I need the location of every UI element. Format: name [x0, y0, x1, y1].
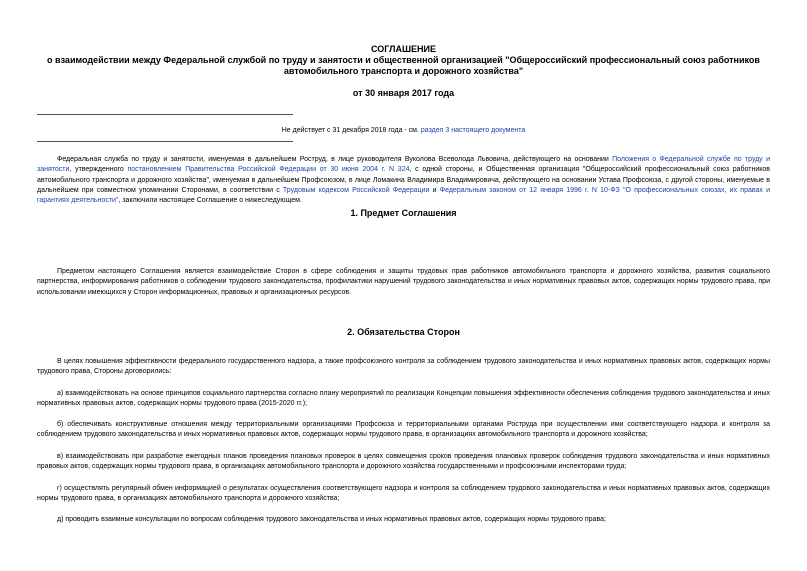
list-item-g: г) осуществлять регулярный обмен информацией о результатах осуществления соответствующего надзора и контроля за соблюдением трудового законодательства и иных нормативных правовых актов, содержащих нормы трудового права, в организациях автомобильного транспорта и дорожного хозяйства; [37, 485, 770, 503]
document-title-block [0, 44, 807, 99]
list-item-b: б) обеспечивать конструктивные отношения между территориальными организациями Профсоюза и территориальными органами Роструда при осуществлении ими соответствующего надзора и контроля за соблюдением трудового законодательства и иных нормативных правовых актов, содержащих нормы трудового права, в организациях автомобильного транспорта и дорожного хозяйства; [37, 421, 770, 439]
section-1-paragraph: Предметом настоящего Соглашения является взаимодействие Сторон в сфере соблюдения и защиты трудовых прав работников автомобильного транспорта и дорожного хозяйства, развития социального партнерства, информирования работников о соблюдении трудового законодательства, профилактики нарушений трудового законодательства и иных нормативных правовых актов, содержащих нормы трудового права, при использовании имеющихся у Сторон информационных, правовых и организационных ресурсов. [37, 268, 770, 296]
list-item-v: в) взаимодействовать при разработке ежегодных планов проведения плановых проверок в целях совмещения сроков проведения плановых проверок соблюдения трудового законодательства и иных нормативных правовых актов, содержащих нормы трудового права, в организациях автомобильного транспорта и дорожного хозяйства государственными и профсоюзными инспекторами труда; [37, 453, 770, 471]
list-item-d: д) проводить взаимные консультации по вопросам соблюдения трудового законодательства и иных нормативных правовых актов, содержащих нормы трудового права; [57, 516, 606, 523]
list-item-a: а) взаимодействовать на основе принципов социального партнерства согласно плану мероприятий по реализации Концепции повышения эффективности обеспечения соблюдения трудового законодательства и иных нормативных правовых актов, содержащих нормы трудового права (2015-2020 гг.); [37, 390, 770, 408]
status-text: Не действует с 31 декабря 2018 года - см. [281, 127, 421, 134]
divider-line [37, 114, 293, 115]
intro-text: , утвержденного [69, 166, 128, 174]
section-1-heading: 1. Предмет Соглашения [350, 208, 457, 218]
section-2-heading: 2. Обязательства Сторон [347, 327, 460, 337]
link-labor-code[interactable]: Трудовым кодексом Российской Федерации [282, 186, 430, 194]
link-rostrud-regulation[interactable]: Положения о Федеральной службе по труду и занятости [37, 156, 770, 174]
section-2-intro: В целях повышения эффективности федерального государственного надзора, а также профсоюзного контроля за соблюдением трудового законодательства и иных нормативных правовых актов, содержащих нормы трудового права, Стороны договорились: [37, 358, 770, 376]
intro-text: , с одной стороны, и Общественная организация "Общероссийский профессиональный союз работников автомобильного транспорта и дорожного хозяйства", именуемая в дальнейшем Профсоюзом, в лице Ломакина Владимира Владимировича, действующего на основании Устава Профсоюза, с другой стороны, именуемые в дальнейшем при совместном упоминании Сторонами, в соответствии с [37, 166, 771, 194]
document-date: от 30 января 2017 года [352, 88, 455, 98]
document-title: СОГЛАШЕНИЕ [371, 44, 436, 54]
status-link[interactable]: раздел 3 настоящего документа [420, 127, 526, 134]
intro-text: , заключили настоящее Соглашение о нижеследующем. [118, 197, 302, 205]
divider-line [37, 141, 293, 142]
document-subtitle: о взаимодействии между Федеральной службой по труду и занятости и общественной организацией "Общероссийский профессиональный союз работников автомобильного транспорта и дорожного хозяйства" [47, 55, 760, 76]
intro-text: Федеральная служба по труду и занятости, именуемая в дальнейшем Роструд, в лице руководителя Вуколова Всеволода Львовича, действующего на основании [57, 156, 613, 163]
link-government-resolution[interactable]: постановлением Правительства Российской Федерации от 30 июня 2004 г. N 324 [127, 166, 410, 174]
intro-text: и [429, 186, 440, 194]
intro-paragraph [37, 155, 770, 206]
link-trade-union-law[interactable]: Федеральным законом от 12 января 1996 г. N 10-ФЗ "О профессиональных союзах, их правах и гарантиях деятельности" [37, 186, 771, 205]
status-notice [0, 126, 807, 135]
